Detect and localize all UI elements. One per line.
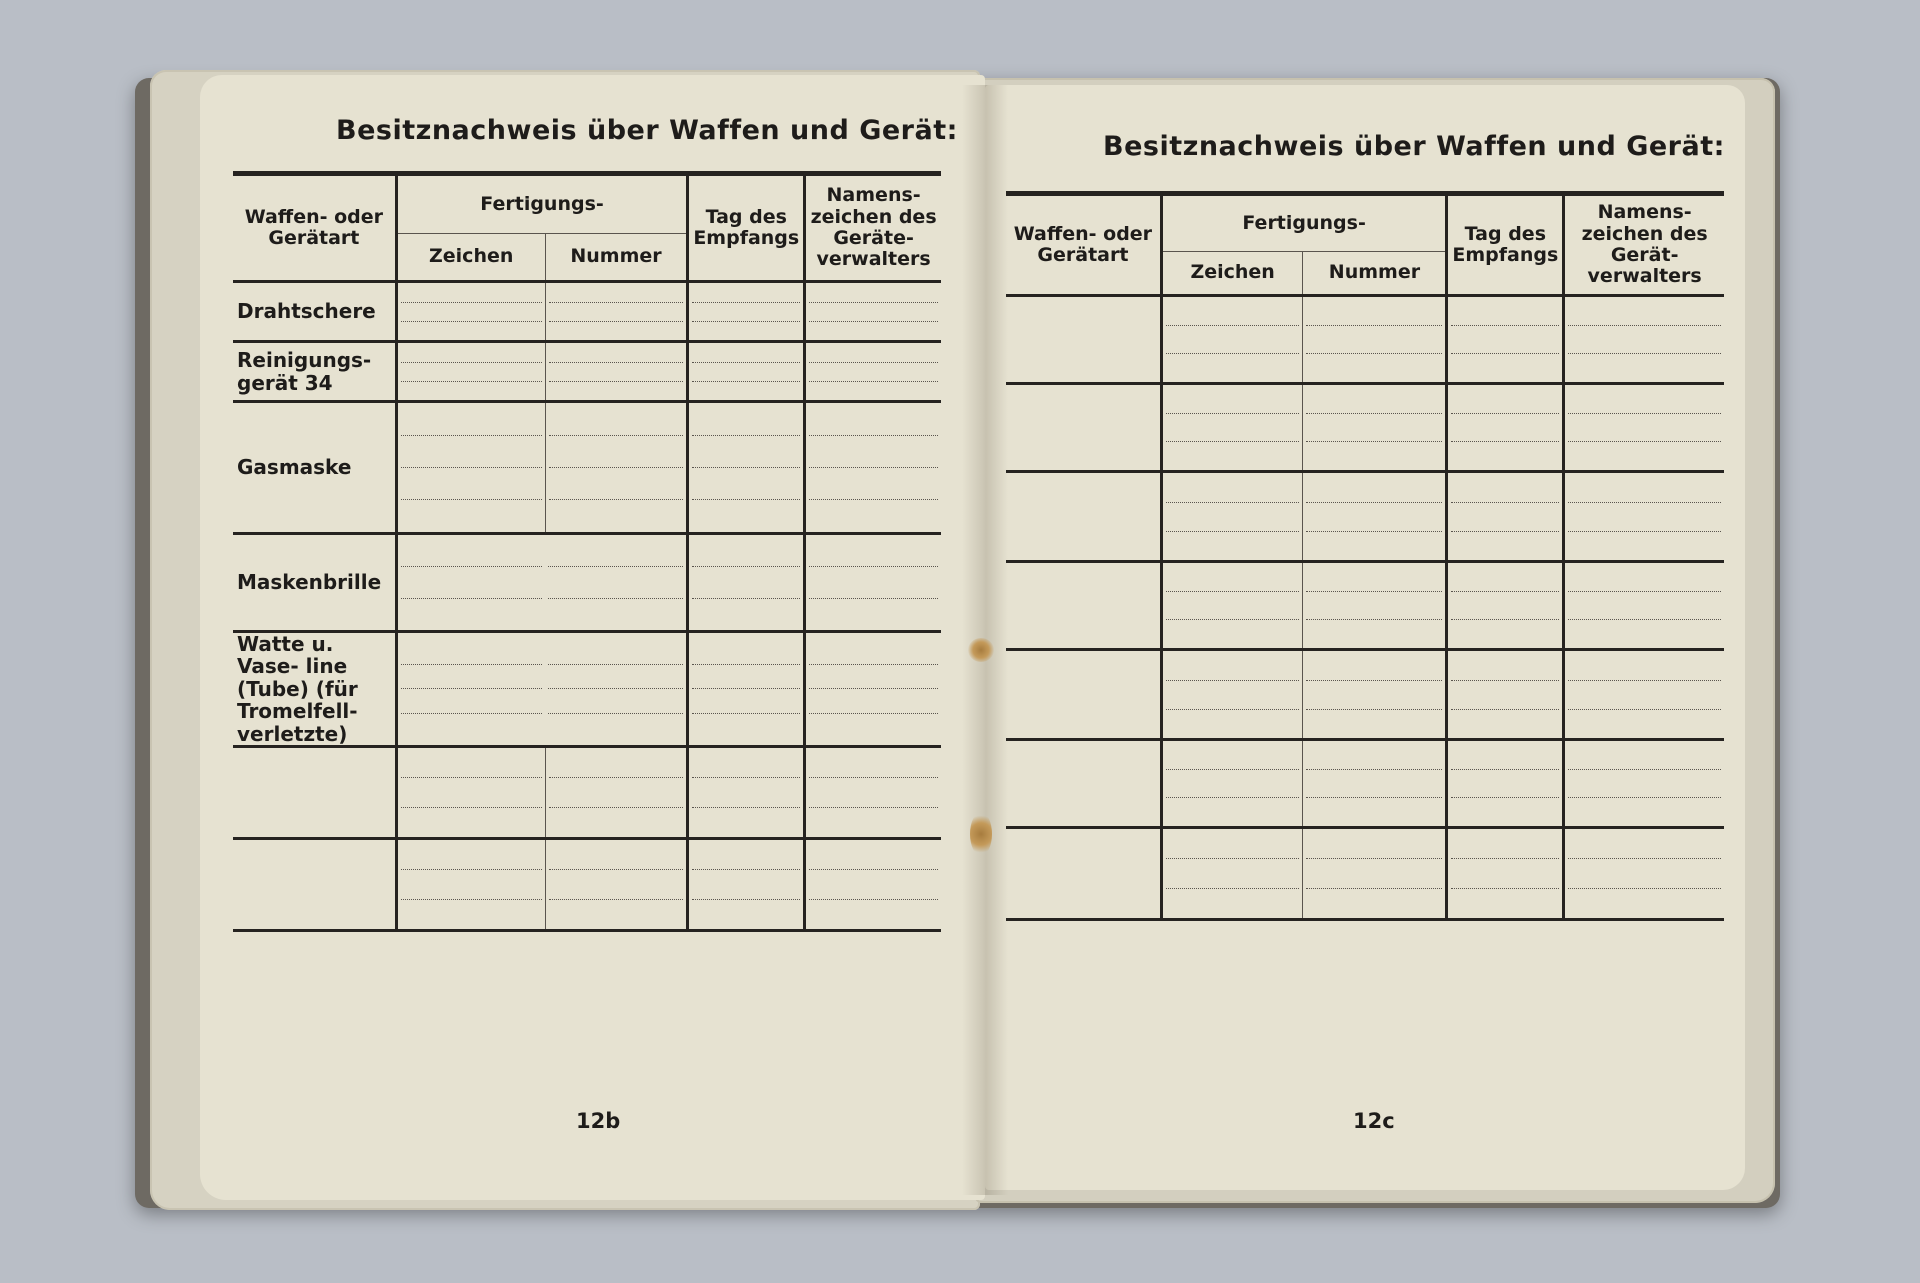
dotted-writing-line — [401, 664, 542, 665]
tag-cell[interactable] — [688, 534, 805, 632]
namens-cell[interactable] — [1564, 384, 1724, 472]
dotted-writing-line — [548, 598, 683, 599]
namens-cell[interactable] — [1564, 650, 1724, 740]
page-title: Besitznachweis über Waffen und Gerät: — [1103, 131, 1725, 162]
nummer-cell[interactable] — [1303, 562, 1447, 650]
table-row — [1006, 562, 1724, 650]
namens-cell[interactable] — [1564, 296, 1724, 384]
rust-stain — [970, 812, 992, 856]
right-page — [985, 85, 1745, 1190]
zeichen-cell[interactable] — [396, 342, 545, 402]
dotted-writing-line — [692, 435, 800, 436]
dotted-writing-line — [548, 713, 683, 714]
dotted-writing-line — [1568, 680, 1721, 681]
table-row — [1006, 650, 1724, 740]
dotted-writing-line — [401, 302, 542, 303]
dotted-writing-line — [549, 499, 684, 500]
dotted-writing-line — [1568, 709, 1721, 710]
dotted-writing-line — [809, 807, 938, 808]
nummer-cell[interactable] — [545, 282, 688, 342]
dotted-writing-line — [1451, 502, 1559, 503]
zeichen-cell[interactable] — [1161, 828, 1303, 920]
dotted-writing-line — [1166, 353, 1300, 354]
dotted-writing-line — [809, 362, 938, 363]
dotted-writing-line — [809, 777, 938, 778]
dotted-writing-line — [401, 435, 542, 436]
tag-cell[interactable] — [688, 342, 805, 402]
dotted-writing-line — [1306, 413, 1442, 414]
dotted-writing-line — [401, 869, 542, 870]
equipment-type-cell: Maskenbrille — [233, 534, 396, 632]
equipment-type-cell — [1006, 650, 1161, 740]
dotted-writing-line — [692, 467, 800, 468]
header-namens: Namens- zeichen des Geräte- verwalters — [805, 174, 941, 282]
dotted-writing-line — [692, 664, 800, 665]
equipment-type-cell — [1006, 384, 1161, 472]
dotted-writing-line — [1166, 502, 1300, 503]
nummer-cell[interactable] — [545, 342, 688, 402]
dotted-writing-line — [1166, 888, 1300, 889]
equipment-type-cell — [1006, 740, 1161, 828]
namens-cell[interactable] — [805, 632, 941, 747]
dotted-writing-line — [1568, 441, 1721, 442]
table-row — [233, 342, 941, 402]
zeichen-cell[interactable] — [1161, 296, 1303, 384]
equipment-type-cell — [1006, 472, 1161, 562]
dotted-writing-line — [809, 566, 938, 567]
namens-cell[interactable] — [805, 534, 941, 632]
dotted-writing-line — [401, 713, 542, 714]
dotted-writing-line — [401, 598, 542, 599]
dotted-writing-line — [401, 321, 542, 322]
dotted-writing-line — [548, 664, 683, 665]
dotted-writing-line — [1166, 619, 1300, 620]
dotted-writing-line — [1166, 531, 1300, 532]
dotted-writing-line — [692, 566, 800, 567]
tag-cell[interactable] — [1447, 296, 1564, 384]
dotted-writing-line — [692, 321, 800, 322]
dotted-writing-line — [692, 713, 800, 714]
dotted-writing-line — [809, 467, 938, 468]
dotted-writing-line — [549, 435, 684, 436]
header-nummer: Nummer — [1303, 252, 1447, 296]
dotted-writing-line — [1568, 888, 1721, 889]
table-row — [233, 746, 941, 838]
zeichen-cell[interactable] — [396, 838, 545, 930]
dotted-writing-line — [549, 777, 684, 778]
dotted-writing-line — [692, 302, 800, 303]
zeichen-cell[interactable] — [1161, 740, 1303, 828]
equipment-type-cell: Gasmaske — [233, 402, 396, 534]
dotted-writing-line — [401, 777, 542, 778]
dotted-writing-line — [401, 362, 542, 363]
header-fertigung: Fertigungs- — [1161, 194, 1447, 252]
dotted-writing-line — [1306, 591, 1442, 592]
nummer-cell[interactable] — [1303, 650, 1447, 740]
dotted-writing-line — [1166, 858, 1300, 859]
dotted-writing-line — [809, 499, 938, 500]
namens-cell[interactable] — [1564, 472, 1724, 562]
header-nummer: Nummer — [545, 234, 688, 282]
dotted-writing-line — [401, 566, 542, 567]
equipment-type-cell: Drahtschere — [233, 282, 396, 342]
table-row — [233, 838, 941, 930]
dotted-writing-line — [1306, 353, 1442, 354]
dotted-writing-line — [1306, 888, 1442, 889]
namens-cell[interactable] — [805, 342, 941, 402]
page-number: 12b — [576, 1109, 621, 1133]
tag-cell[interactable] — [1447, 828, 1564, 920]
dotted-writing-line — [1166, 769, 1300, 770]
equipment-type-cell: Watte u. Vase- line (Tube) (für Tromelfell- verletzte) — [233, 632, 396, 747]
nummer-cell[interactable] — [1303, 296, 1447, 384]
dotted-writing-line — [401, 381, 542, 382]
page-title: Besitznachweis über Waffen und Gerät: — [336, 115, 958, 146]
dotted-writing-line — [549, 302, 684, 303]
tag-cell[interactable] — [688, 838, 805, 930]
nummer-cell[interactable] — [545, 838, 688, 930]
dotted-writing-line — [809, 688, 938, 689]
dotted-writing-line — [1166, 441, 1300, 442]
dotted-writing-line — [401, 467, 542, 468]
dotted-writing-line — [1568, 858, 1721, 859]
nummer-cell[interactable] — [545, 402, 688, 534]
dotted-writing-line — [549, 899, 684, 900]
dotted-writing-line — [809, 435, 938, 436]
dotted-writing-line — [401, 688, 542, 689]
tag-cell[interactable] — [688, 632, 805, 747]
header-namens: Namens- zeichen des Gerät- verwalters — [1564, 194, 1724, 296]
dotted-writing-line — [692, 869, 800, 870]
dotted-writing-line — [549, 807, 684, 808]
dotted-writing-line — [1306, 441, 1442, 442]
nummer-cell[interactable] — [1303, 472, 1447, 562]
table-row — [233, 282, 941, 342]
dotted-writing-line — [692, 777, 800, 778]
dotted-writing-line — [1451, 619, 1559, 620]
tag-cell[interactable] — [688, 402, 805, 534]
namens-cell[interactable] — [805, 746, 941, 838]
table-row — [233, 632, 941, 747]
dotted-writing-line — [692, 688, 800, 689]
dotted-writing-line — [1451, 325, 1559, 326]
dotted-writing-line — [1568, 413, 1721, 414]
equipment-ledger-table — [1006, 191, 1724, 921]
dotted-writing-line — [1306, 769, 1442, 770]
dotted-writing-line — [549, 467, 684, 468]
equipment-ledger-table — [233, 171, 941, 932]
nummer-cell[interactable] — [545, 534, 688, 632]
dotted-writing-line — [549, 869, 684, 870]
zeichen-cell[interactable] — [1161, 472, 1303, 562]
zeichen-cell[interactable] — [396, 402, 545, 534]
nummer-cell[interactable] — [545, 632, 688, 747]
dotted-writing-line — [401, 807, 542, 808]
dotted-writing-line — [1451, 413, 1559, 414]
dotted-writing-line — [549, 321, 684, 322]
table-row — [233, 534, 941, 632]
namens-cell[interactable] — [1564, 562, 1724, 650]
dotted-writing-line — [692, 362, 800, 363]
tag-cell[interactable] — [1447, 740, 1564, 828]
dotted-writing-line — [809, 302, 938, 303]
dotted-writing-line — [1568, 353, 1721, 354]
equipment-type-cell: Reinigungs- gerät 34 — [233, 342, 396, 402]
equipment-type-cell — [1006, 828, 1161, 920]
dotted-writing-line — [1451, 888, 1559, 889]
tag-cell[interactable] — [688, 282, 805, 342]
dotted-writing-line — [1451, 769, 1559, 770]
dotted-writing-line — [1568, 325, 1721, 326]
page-number: 12c — [1353, 1109, 1395, 1133]
dotted-writing-line — [1306, 531, 1442, 532]
nummer-cell[interactable] — [1303, 828, 1447, 920]
dotted-writing-line — [692, 381, 800, 382]
dotted-writing-line — [1166, 325, 1300, 326]
dotted-writing-line — [692, 899, 800, 900]
header-zeichen: Zeichen — [396, 234, 545, 282]
nummer-cell[interactable] — [545, 746, 688, 838]
dotted-writing-line — [1451, 709, 1559, 710]
table-row — [1006, 296, 1724, 384]
zeichen-cell[interactable] — [396, 282, 545, 342]
dotted-writing-line — [1451, 797, 1559, 798]
dotted-writing-line — [1306, 502, 1442, 503]
dotted-writing-line — [1568, 531, 1721, 532]
header-zeichen: Zeichen — [1161, 252, 1303, 296]
dotted-writing-line — [1568, 591, 1721, 592]
dotted-writing-line — [1306, 680, 1442, 681]
dotted-writing-line — [1451, 680, 1559, 681]
dotted-writing-line — [1306, 709, 1442, 710]
zeichen-cell[interactable] — [396, 534, 545, 632]
header-tag: Tag des Empfangs — [1447, 194, 1564, 296]
equipment-type-cell — [1006, 562, 1161, 650]
dotted-writing-line — [809, 869, 938, 870]
tag-cell[interactable] — [688, 746, 805, 838]
dotted-writing-line — [401, 899, 542, 900]
dotted-writing-line — [1166, 680, 1300, 681]
dotted-writing-line — [809, 713, 938, 714]
dotted-writing-line — [1451, 441, 1559, 442]
table-row — [1006, 828, 1724, 920]
dotted-writing-line — [401, 499, 542, 500]
dotted-writing-line — [549, 362, 684, 363]
dotted-writing-line — [809, 598, 938, 599]
dotted-writing-line — [1166, 413, 1300, 414]
dotted-writing-line — [692, 807, 800, 808]
dotted-writing-line — [809, 381, 938, 382]
namens-cell[interactable] — [805, 838, 941, 930]
dotted-writing-line — [1306, 797, 1442, 798]
left-page — [200, 75, 985, 1200]
dotted-writing-line — [1451, 531, 1559, 532]
table-row — [1006, 472, 1724, 562]
dotted-writing-line — [1306, 325, 1442, 326]
header-fertigung: Fertigungs- — [396, 174, 688, 234]
dotted-writing-line — [692, 598, 800, 599]
zeichen-cell[interactable] — [396, 746, 545, 838]
dotted-writing-line — [1568, 502, 1721, 503]
dotted-writing-line — [1451, 591, 1559, 592]
namens-cell[interactable] — [805, 282, 941, 342]
zeichen-cell[interactable] — [396, 632, 545, 747]
dotted-writing-line — [1166, 797, 1300, 798]
table-row — [1006, 740, 1724, 828]
dotted-writing-line — [692, 499, 800, 500]
dotted-writing-line — [548, 566, 683, 567]
tag-cell[interactable] — [1447, 472, 1564, 562]
dotted-writing-line — [1306, 858, 1442, 859]
zeichen-cell[interactable] — [1161, 650, 1303, 740]
zeichen-cell[interactable] — [1161, 562, 1303, 650]
tag-cell[interactable] — [1447, 562, 1564, 650]
table-row — [1006, 384, 1724, 472]
equipment-type-cell — [1006, 296, 1161, 384]
dotted-writing-line — [1451, 353, 1559, 354]
dotted-writing-line — [1568, 769, 1721, 770]
nummer-cell[interactable] — [1303, 740, 1447, 828]
dotted-writing-line — [548, 688, 683, 689]
zeichen-cell[interactable] — [1161, 384, 1303, 472]
equipment-type-cell — [233, 746, 396, 838]
dotted-writing-line — [1306, 619, 1442, 620]
header-type: Waffen- oder Gerätart — [233, 174, 396, 282]
dotted-writing-line — [1451, 858, 1559, 859]
header-type: Waffen- oder Gerätart — [1006, 194, 1161, 296]
header-tag: Tag des Empfangs — [688, 174, 805, 282]
dotted-writing-line — [1568, 619, 1721, 620]
nummer-cell[interactable] — [1303, 384, 1447, 472]
dotted-writing-line — [809, 899, 938, 900]
dotted-writing-line — [1166, 591, 1300, 592]
table-row — [233, 402, 941, 534]
equipment-type-cell — [233, 838, 396, 930]
tag-cell[interactable] — [1447, 650, 1564, 740]
namens-cell[interactable] — [1564, 828, 1724, 920]
rust-stain — [968, 638, 994, 662]
namens-cell[interactable] — [805, 402, 941, 534]
dotted-writing-line — [809, 664, 938, 665]
namens-cell[interactable] — [1564, 740, 1724, 828]
dotted-writing-line — [809, 321, 938, 322]
tag-cell[interactable] — [1447, 384, 1564, 472]
dotted-writing-line — [1166, 709, 1300, 710]
dotted-writing-line — [549, 381, 684, 382]
dotted-writing-line — [1568, 797, 1721, 798]
